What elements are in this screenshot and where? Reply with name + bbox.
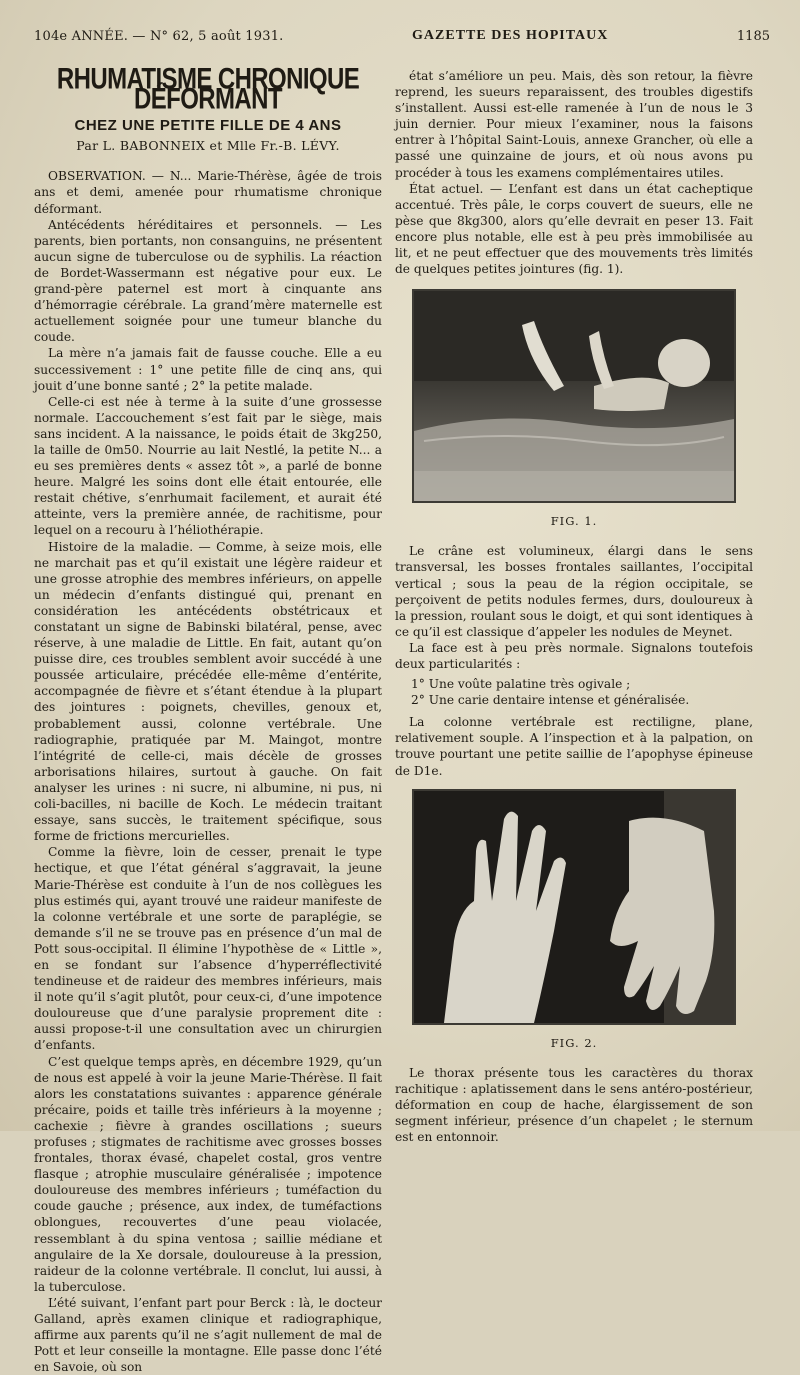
article-authors: Par L. BABONNEIX et Mlle Fr.-B. LÉVY. bbox=[76, 138, 340, 154]
paragraph-continuation: état s’améliore un peu. Mais, dès son retour, la fièvre reprend, les sueurs reparaissent, des troubles digestifs s’installent. Aussi est-elle ramenée à l’un de nous le 3 juin dernier. Pour mieux l’examiner, nous la faisons entrer à l’hôpital Saint-Louis, annexe Grancher, où elle a passé une quinzaine de jours, et où nous avons pu procéder à tous les examens complémentaires utiles. bbox=[395, 69, 753, 180]
journal-name: GAZETTE DES HOPITAUX bbox=[412, 28, 609, 43]
paragraph-antecedents: Antécédents héréditaires et personnels. — Les parents, bien portants, non consanguins, ne présentent aucun signe de tuberculose ou de syphilis. La réaction de Bordet-Wassermann est négative pour eux. Le grand-père paternel est mort à cinquante ans d’hémorragie cérébrale. La grand’mère maternelle est actuellement soignée pour une tumeur blanche du coude. bbox=[34, 217, 382, 345]
paragraph-thorax: Le thorax présente tous les caractères du thorax rachitique : aplatissement dans le sens antéro-postérieur, déformation en coup de hache, élargissement de son segment inférieur, présence d’un chapelet ; le sternum est en entonnoir. bbox=[395, 1065, 753, 1145]
paragraph-fever: Comme la fièvre, loin de cesser, prenait le type hectique, et que l’état général s’aggravait, la jeune Marie-Thérèse est conduite à l’un de nos collègues les plus estimés qui, ayant trouvé une raideur manifeste de la colonne vertébrale et une sorte de paraplégie, se demande s’il ne se trouve pas en présence d’un mal de Pott sous-occipital. Il élimine l’hypothèse de « Little », en se fondant sur l’absence d’hyperréflectivité tendineuse et de raideur des membres inférieurs, mais il note qu’il s’agit plutôt, pour ceux-ci, d’une impotence douloureuse que d’une paralysie proprement dite : aussi propose-t-il une consultation avec un chirurgien d’enfants. bbox=[34, 845, 382, 1053]
article-title: RHUMATISME CHRONIQUE DÉFORMANT bbox=[56, 62, 360, 117]
paragraph-mother: La mère n’a jamais fait de fausse couche. Elle a eu successivement : 1° une petite fille de cinq ans, qui jouit d’une bonne santé ; 2° la petite malade. bbox=[34, 346, 382, 393]
figure-2-caption: FIG. 2. bbox=[550, 1035, 598, 1050]
figure-1-caption: FIG. 1. bbox=[550, 514, 598, 529]
page-number: 1185 bbox=[736, 28, 770, 44]
right-column bbox=[395, 68, 753, 1145]
paragraph-observation: OBSERVATION. — N... Marie-Thérèse, âgée de trois ans et demi, amenée pour rhumatisme chronique déformant. bbox=[34, 169, 382, 216]
paragraph-etat-actuel: État actuel. — L’enfant est dans un état cacheptique accentué. Très pâle, le corps couvert de sueurs, elle ne pèse que 8kg300, alors qu’elle devrait en peser 13. Fait encore plus notable, elle est à peu près immobilisée au lit, et ne peut effectuer que des mouvements très limités de quelques petites jointures (fig. 1). bbox=[395, 181, 753, 277]
paragraph-berck: L’été suivant, l’enfant part pour Berck : là, le docteur Galland, après examen clinique et radiographique, affirme aux parents qu’il ne s’agit nullement de mal de Pott et leur conseille la montagne. Elle passe donc l’été en Savoie, où son bbox=[34, 1295, 382, 1375]
paragraph-crane: Le crâne est volumineux, élargi dans le sens transversal, les bosses frontales saillantes, l’occipital vertical ; sous la peau de la région occipitale, se perçoivent de petits nodules fermes, durs, douloureux à la pression, roulant sous le doigt, et qui sont identiques à ce qu’il est classique d’appeler les nodules de Meynet. bbox=[395, 544, 753, 639]
list-item: 1° Une voûte palatine très ogivale ; bbox=[411, 677, 631, 692]
list-item: 2° Une carie dentaire intense et généralisée. bbox=[411, 693, 690, 708]
edition-line: 104e ANNÉE. — N° 62, 5 août 1931. bbox=[34, 28, 284, 44]
paragraph-colonne: La colonne vertébrale est rectiligne, plane, relativement souple. A l’inspection et à la palpation, on trouve pourtant une petite saillie de l’apophyse épineuse de D1e. bbox=[395, 715, 753, 778]
child-in-bed-illustration bbox=[414, 291, 734, 501]
article-subtitle: CHEZ UNE PETITE FILLE DE 4 ANS bbox=[74, 117, 342, 135]
figure-2-photo bbox=[412, 789, 736, 1025]
face-particularities-list bbox=[411, 676, 753, 708]
figure-1-photo bbox=[412, 289, 736, 503]
left-column bbox=[34, 62, 382, 1375]
paragraph-history: Histoire de la maladie. — Comme, à seize mois, elle ne marchait pas et qu’il existait une légère raideur et une grosse atrophie des membres inférieurs, on appelle un médecin d’enfants distingué qui, prenant en considération les antécédents obstétricaux et constatant un signe de Babinski bilatéral, pense, avec réserve, à une maladie de Little. En fait, autant qu’on puisse dire, ces troubles semblent avoir succédé à une poussée articulaire, précédée elle-même d’entérite, accompagnée de fièvre et s’étant étendue à la plupart des jointures : poignets, chevilles, genoux et, probablement aussi, colonne vertébrale. Une radiographie, pratiquée par M. Maingot, montre l’intégrité de celle-ci, mais décèle de grosses arborisations hilaires, surtout à gauche. On fait analyser les urines : ni sucre, ni albumine, ni pus, ni coli-bacilles, ni bacille de Koch. Le médecin traitant essaye, sans succès, le traitement spécifique, sous forme de frictions mercurielles. bbox=[34, 539, 382, 844]
hands-illustration bbox=[414, 791, 734, 1023]
paragraph-birth: Celle-ci est née à terme à la suite d’une grossesse normale. L’accouchement s’est fait par le siège, mais sans incident. A la naissance, le poids était de 3kg250, la taille de 0m50. Nourrie au lait Nestlé, la petite N... a eu ses premières dents « assez tôt », a parlé de bonne heure. Malgré les soins dont elle était entourée, elle restait chétive, s’enrhumait facilement, et aurait été atteinte, vers la première année, de rachitisme, pour lequel on a recouru à l’héliothérapie. bbox=[34, 394, 382, 538]
paragraph-face: La face est à peu près normale. Signalons toutefois deux particularités : bbox=[395, 640, 753, 671]
page-header bbox=[34, 26, 770, 46]
paragraph-december-1929: C’est quelque temps après, en décembre 1929, qu’un de nous est appelé à voir la jeune Marie-Thérèse. Il fait alors les constatations suivantes : apparence générale précaire, poids et taille très inférieurs à la moyenne ; cachexie ; fièvre à grandes oscillations ; sueurs profuses ; stigmates de rachitisme avec grosses bosses frontales, thorax évasé, chapelet costal, gros ventre flasque ; atrophie musculaire généralisée ; impotence douloureuse des membres inférieurs ; tuméfaction du coude gauche ; présence, aux index, de tuméfactions oblongues, recouvertes d’une peau violacée, ressemblant à du spina ventosa ; saillie médiane et angulaire de la Xe dorsale, douloureuse à la pression, raideur de la colonne vertébrale. Il conclut, lui aussi, à la tuberculose. bbox=[34, 1054, 382, 1294]
